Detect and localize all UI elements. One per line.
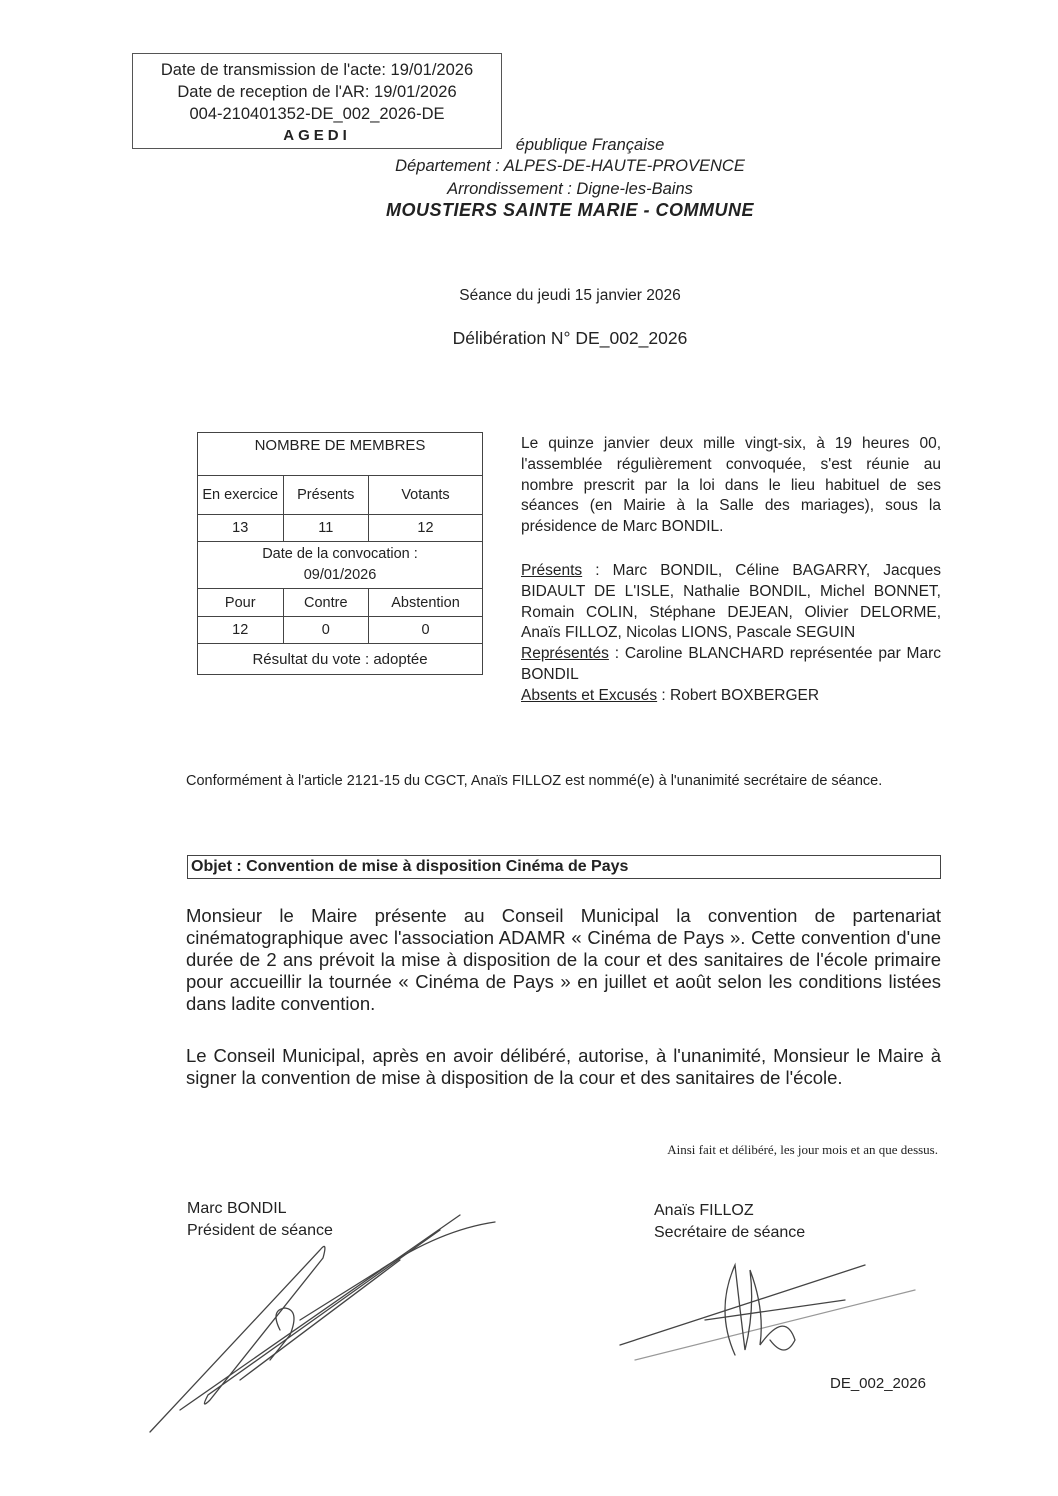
value-contre: 0 — [283, 617, 369, 644]
presents-label: Présents — [521, 562, 583, 579]
value-votants: 12 — [369, 515, 483, 542]
absent-label: Absents et Excusés — [521, 686, 658, 704]
header-commune: MOUSTIERS SAINTE MARIE - COMMUNE — [385, 200, 754, 220]
attendance-block — [521, 561, 941, 707]
president-signature-icon — [140, 1210, 510, 1440]
header-republic: épublique Française — [515, 136, 665, 154]
stamp-agency: AGEDI — [283, 127, 351, 144]
header-abstention: Abstention — [369, 589, 483, 617]
vote-result: Résultat du vote : adoptée — [198, 644, 483, 675]
presents-line — [521, 561, 941, 644]
secretary-role: Secrétaire de séance — [654, 1224, 806, 1241]
session-date: Séance du jeudi 15 janvier 2026 — [459, 287, 681, 304]
value-en-exercice: 13 — [198, 515, 284, 542]
footer-reference: DE_002_2026 — [830, 1375, 926, 1392]
absent-line — [521, 686, 941, 707]
convocation-date: 09/01/2026 — [303, 567, 377, 583]
deliberation-number: Délibération N° DE_002_2026 — [452, 328, 688, 348]
absent-list: : Robert BOXBERGER — [657, 686, 820, 704]
header-presents: Présents — [283, 476, 369, 515]
represented-line — [521, 644, 941, 686]
secretary-signature-icon — [615, 1250, 935, 1370]
members-table — [197, 432, 483, 675]
intro-paragraph: Le quinze janvier deux mille vingt-six, à 19 heures 00, l'assemblée régulièrement convoquée, s'est réunie au nombre prescrit par la loi dans le lieu habituel de ses séances (en Mairie à la Salle des mariages), sous la présidence de Marc BONDIL. — [521, 435, 941, 536]
header-votants: Votants — [369, 476, 483, 515]
members-table-title: NOMBRE DE MEMBRES — [198, 433, 483, 476]
secretary-name: Anaïs FILLOZ — [654, 1202, 754, 1219]
header-contre: Contre — [283, 589, 369, 617]
president-role: Président de séance — [187, 1222, 333, 1239]
represented-label: Représentés — [521, 645, 609, 663]
president-name: Marc BONDIL — [187, 1200, 287, 1217]
body-paragraph-1: Monsieur le Maire présente au Conseil Municipal la convention de partenariat cinématographique avec l'association ADAMR « Cinéma de Pays ». Cette convention d'une durée de 2 ans prévoit la mise à disposition de la cour et des sanitaires de l'école primaire pour accueillir la tournée « Cinéma de Pays » en juillet et août selon les conditions listées dans ladite convention. — [186, 905, 941, 1014]
object-heading: Objet : Convention de mise à disposition Cinéma de Pays — [187, 855, 941, 879]
value-pour: 12 — [198, 617, 284, 644]
convocation-label: Date de la convocation : — [262, 546, 418, 562]
value-abstention: 0 — [369, 617, 483, 644]
stamp-identifier: 004-210401352-DE_002_2026-DE — [189, 105, 445, 123]
transmission-stamp — [132, 53, 502, 149]
header-department: Département : ALPES-DE-HAUTE-PROVENCE — [395, 157, 745, 175]
value-presents: 11 — [283, 515, 369, 542]
stamp-transmission-date: Date de transmission de l'acte: 19/01/2026 — [160, 61, 474, 79]
body-paragraph-2: Le Conseil Municipal, après en avoir délibéré, autorise, à l'unanimité, Monsieur le Maire à signer la convention de mise à disposition de la cour et des sanitaires de l'école. — [186, 1045, 941, 1088]
secretary-note: Conformément à l'article 2121-15 du CGCT, Anaïs FILLOZ est nommé(e) à l'unanimité secrétaire de séance. — [186, 773, 883, 789]
header-en-exercice: En exercice — [198, 476, 284, 515]
header-pour: Pour — [198, 589, 284, 617]
header-arrondissement: Arrondissement : Digne-les-Bains — [447, 180, 693, 198]
represented-list: : Caroline BLANCHARD représentée par Marc BONDIL — [521, 645, 941, 683]
closing-formula: Ainsi fait et délibéré, les jour mois et an que dessus. — [667, 1142, 938, 1157]
signature-block-secretary — [654, 1200, 805, 1244]
convocation-cell — [198, 542, 483, 589]
presents-list: : Marc BONDIL, Céline BAGARRY, Jacques BIDAULT DE L'ISLE, Nathalie BONDIL, Michel BONNET, Romain COLIN, Stéphane DEJEAN, Olivier DELORME, Anaïs FILLOZ, Nicolas LIONS, Pascale SEGUIN — [521, 562, 941, 642]
stamp-reception-date: Date de reception de l'AR: 19/01/2026 — [177, 83, 457, 101]
